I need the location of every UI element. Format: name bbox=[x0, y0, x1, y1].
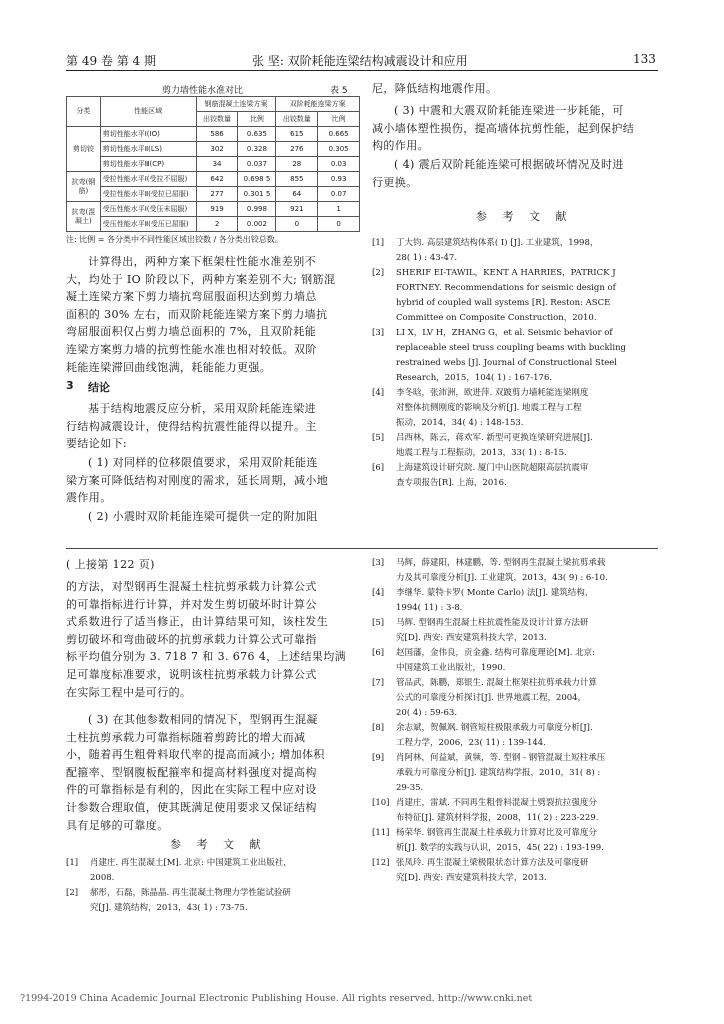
text-line: 基于结构地震反应分析，采用双阶耗能连梁进 bbox=[88, 402, 316, 415]
text-line: 耗能连梁滞回曲线饱满，耗能能力更强。 bbox=[66, 360, 272, 374]
reference-text: 余志斌，贺佩飒. 钢管短柱极限承载力可靠度分析[J]. 工程力学，2006，23( 11) : 139-144. bbox=[396, 723, 593, 748]
reference-item bbox=[372, 676, 658, 721]
table-cell-a-ratio: 0.301 5 bbox=[238, 187, 276, 202]
text-line: 行更换。 bbox=[372, 175, 418, 189]
reference-text: 马辉. 型钢再生混凝土柱抗震性能及设计计算方法研 究[D]. 西安: 西安建筑科技大学，2013. bbox=[396, 618, 589, 643]
text-line: 足可靠度标准要求，说明该柱抗剪承载力计算公式 bbox=[66, 667, 317, 681]
text-line: 梁方案可降低结构对刚度的需求，延长周期，减小地 bbox=[66, 473, 329, 487]
reference-item bbox=[372, 616, 658, 646]
continued-note bbox=[66, 556, 360, 574]
reference-item bbox=[372, 461, 658, 491]
table-cell-a-ratio: 0.635 bbox=[238, 127, 276, 142]
text-line: ( 2) 小震时双阶耗能连梁可提供一定的附加阻 bbox=[88, 510, 318, 523]
text-line: ( 1) 对同样的位移限值要求，采用双阶耗能连 bbox=[88, 456, 318, 469]
table-cell-b-count: 921 bbox=[276, 202, 318, 217]
text-line: 土柱抗剪承载力可靠指标随着剪跨比的增大而减 bbox=[66, 730, 306, 744]
text-line: 在实际工程中是可行的。 bbox=[66, 685, 192, 699]
table-cell-a-count: 642 bbox=[196, 172, 238, 187]
table-cell-a-count: 277 bbox=[196, 187, 238, 202]
text-line: 行结构减震设计，使得结构抗震性能得以提升。主 bbox=[66, 419, 317, 433]
table-row bbox=[67, 187, 360, 202]
text-line: ( 3) 在其他参数相同的情况下，型钢再生混凝 bbox=[88, 713, 318, 726]
reference-number: [1] bbox=[66, 858, 79, 868]
text-line: 尼，降低结构地震作用。 bbox=[372, 82, 498, 95]
table-cell-region: 受拉性能水平Ⅱ(受拉已屈服) bbox=[100, 187, 196, 202]
reference-item bbox=[372, 856, 658, 886]
tl-para-1 bbox=[66, 253, 360, 376]
reference-number: [12] bbox=[372, 858, 390, 868]
table-cell-region: 剪切性能水平Ⅲ(CP) bbox=[100, 157, 196, 172]
text-line: 面积的 30% 左右，而双阶耗能连梁方案下剪力墙抗 bbox=[66, 307, 328, 321]
text-line: 计参数合理取值，使其既满足使用要求又保证结构 bbox=[66, 800, 317, 814]
table-class-cell: 抗弯(混凝土) bbox=[67, 202, 101, 232]
reference-item bbox=[372, 431, 658, 461]
tl-para-4 bbox=[66, 508, 360, 526]
table-cell-a-count: 586 bbox=[196, 127, 238, 142]
reference-item bbox=[372, 556, 658, 586]
table-cell-region: 受压性能水平Ⅱ(受压已屈服) bbox=[100, 217, 196, 232]
table-cell-b-ratio: 0 bbox=[318, 217, 360, 232]
reference-number: [2] bbox=[372, 268, 385, 278]
reference-text: 杨荣华. 钢管再生混凝土柱承载力计算对比及可靠度分 析[J]. 数学的实践与认识，2015，45( 22) : 193-199. bbox=[396, 828, 604, 853]
th-count: 出铰数量 bbox=[276, 112, 318, 127]
bl-para-2 bbox=[66, 711, 360, 834]
journal-volume: 第 49 卷 第 4 期 bbox=[66, 54, 156, 68]
tl-para-2 bbox=[66, 400, 360, 453]
table-cell-a-ratio: 0.037 bbox=[238, 157, 276, 172]
reference-number: [9] bbox=[372, 753, 385, 763]
text-line: 凝土连梁方案下剪力墙抗弯屈服面积达到剪力墙总 bbox=[66, 290, 317, 304]
reference-item bbox=[372, 826, 658, 856]
reference-text: 上海建筑设计研究院. 厦门中山医院超限高层抗震审 查专项报告[R]. 上海，2016. bbox=[396, 463, 589, 488]
reference-number: [6] bbox=[372, 648, 385, 658]
text-line: 的可靠指标进行计算，并对发生剪切破坏时计算公 bbox=[66, 597, 317, 611]
reference-number: [3] bbox=[372, 328, 385, 338]
reference-list-bottom-left bbox=[66, 856, 360, 916]
text-line: 件的可靠指标是有利的，因此在实际工程中应对设 bbox=[66, 783, 317, 797]
table-cell-b-count: 0 bbox=[276, 217, 318, 232]
th-group-b: 双阶耗能连梁方案 bbox=[276, 97, 360, 112]
text-line: 的方法，对型钢再生混凝土柱抗剪承载力计算公式 bbox=[66, 580, 317, 593]
table-cell-a-ratio: 0.998 bbox=[238, 202, 276, 217]
reference-number: [2] bbox=[66, 888, 79, 898]
table-class-cell: 抗弯(钢筋) bbox=[67, 172, 101, 202]
reference-text: 肖阿林，何益斌，黄频，等. 型钢 - 钢管混凝土短柱承压 承载力可靠度分析[J]. 建筑结构学报，2010，31( 8) : 29-35. bbox=[396, 753, 606, 793]
tr-para-2 bbox=[372, 102, 658, 155]
table-row bbox=[67, 217, 360, 232]
table-cell-b-count: 64 bbox=[276, 187, 318, 202]
table-row bbox=[67, 157, 360, 172]
table-cell-b-ratio: 0.305 bbox=[318, 142, 360, 157]
reference-text: 张凤玲. 再生混凝土梁极限状态计算方法及可靠度研 究[D]. 西安: 西安建筑科技大学，2013. bbox=[396, 858, 589, 883]
text-line: 要结论如下: bbox=[66, 437, 128, 451]
th-ratio: 比例 bbox=[238, 112, 276, 127]
reference-item bbox=[372, 586, 658, 616]
reference-item bbox=[372, 646, 658, 676]
bl-para-1 bbox=[66, 578, 360, 701]
text-line: 标平均值分别为 3. 718 7 和 3. 676 4，上述结果均满 bbox=[66, 650, 347, 664]
reference-number: [1] bbox=[372, 238, 385, 248]
table-cell-b-count: 28 bbox=[276, 157, 318, 172]
table-cell-a-ratio: 0.328 bbox=[238, 142, 276, 157]
reference-text: 李继华. 蒙特卡罗( Monte Carlo) 法[J]. 建筑结构， 1994( 11) : 3-8. bbox=[396, 588, 594, 613]
text-line: 连梁方案剪力墙的抗剪性能水准也相对较低。双阶 bbox=[66, 342, 317, 356]
article-divider bbox=[66, 548, 658, 549]
section-number: 3 bbox=[66, 379, 74, 392]
table-cell-b-ratio: 0.07 bbox=[318, 187, 360, 202]
copyright-footer: ?1994-2019 China Academic Journal Electronic Publishing House. All rights reserved. http://www.cnki.net bbox=[20, 993, 533, 1004]
table-row bbox=[67, 172, 360, 187]
reference-number: [3] bbox=[372, 558, 385, 568]
text-line: 式系数进行了适当修正，由计算结果可知，该柱发生 bbox=[66, 615, 329, 629]
reference-text: 管品武，陈鹏，郑银生. 混凝土框架柱抗剪承载力计算 公式的可靠度分析探讨[J]. 世界地震工程，2004， 20( 4) : 59-63. bbox=[396, 678, 597, 718]
references-heading: 参 考 文 献 bbox=[476, 210, 573, 223]
reference-item bbox=[66, 856, 360, 886]
text-line: ( 上接第 122 页) bbox=[66, 558, 155, 571]
reference-list-bottom-right bbox=[372, 556, 658, 886]
reference-text: LI X，LV H，ZHANG G，et al. Seismic behavior of replaceable steel truss coupling beams with buckling restrained webs [J]. Journal of Constructional Steel Research，2015，104( 1) : 167-176. bbox=[396, 328, 626, 383]
table-cell-region: 受拉性能水平Ⅰ(受拉不屈服) bbox=[100, 172, 196, 187]
table-note: 注: 比例 = 各分类中不同性能区域出铰数 / 各分类出铰总数。 bbox=[66, 235, 283, 244]
reference-number: [11] bbox=[372, 828, 390, 838]
reference-item bbox=[372, 386, 658, 431]
reference-number: [7] bbox=[372, 678, 385, 688]
table-cell-region: 受压性能水平Ⅰ(受压未屈服) bbox=[100, 202, 196, 217]
table-cell-a-count: 34 bbox=[196, 157, 238, 172]
table-cell-b-count: 855 bbox=[276, 172, 318, 187]
table-class-cell: 剪切铰 bbox=[67, 127, 101, 172]
reference-text: SHERIF EI-TAWIL，KENT A HARRIES，PATRICK J FORTNEY. Recommendations for seismic design of hybrid of coupled wall systems [R]. Reston: ASCE Committee on Composite Construction，2010. bbox=[396, 268, 616, 323]
reference-number: [6] bbox=[372, 463, 385, 473]
reference-item bbox=[372, 796, 658, 826]
reference-number: [8] bbox=[372, 723, 385, 733]
text-line: 配箍率、型钢腹板配箍率和提高材料强度对提高构 bbox=[66, 765, 317, 779]
table-cell-b-count: 276 bbox=[276, 142, 318, 157]
table-cell-region: 剪切性能水平Ⅰ(IO) bbox=[100, 127, 196, 142]
reference-number: [5] bbox=[372, 433, 385, 443]
table-cell-b-ratio: 0.93 bbox=[318, 172, 360, 187]
reference-text: 吕西林，陈云，蒋欢军. 新型可更换连梁研究进展[J]. 地震工程与工程振动，2013，33( 1) : 8-15. bbox=[396, 433, 593, 458]
table-title: 剪力墙性能水准对比 bbox=[162, 86, 244, 96]
table-row bbox=[67, 202, 360, 217]
th-ratio: 比例 bbox=[318, 112, 360, 127]
table-cell-a-ratio: 0.002 bbox=[238, 217, 276, 232]
reference-item bbox=[372, 236, 658, 266]
table-cell-a-ratio: 0.698 5 bbox=[238, 172, 276, 187]
reference-number: [4] bbox=[372, 388, 385, 398]
table-cell-b-ratio: 0.665 bbox=[318, 127, 360, 142]
reference-item bbox=[372, 721, 658, 751]
reference-text: 郝彤，石磊，陈晶晶. 再生混凝土物理力学性能试验研 究[J]. 建筑结构，2013，43( 1) : 73-75. bbox=[90, 888, 291, 913]
reference-number: [4] bbox=[372, 588, 385, 598]
table-cell-region: 剪切性能水平Ⅱ(LS) bbox=[100, 142, 196, 157]
table-row bbox=[67, 142, 360, 157]
reference-item bbox=[66, 886, 360, 916]
table-cell-a-count: 302 bbox=[196, 142, 238, 157]
text-line: 震作用。 bbox=[66, 491, 112, 505]
th-class: 分类 bbox=[67, 97, 101, 127]
reference-text: 丁大钧. 高层建筑结构体系( Ⅰ) [J]. 工业建筑，1998， 28( 1) : 43-47. bbox=[396, 238, 599, 263]
performance-table bbox=[66, 96, 360, 232]
header-rule bbox=[66, 70, 658, 71]
th-count: 出铰数量 bbox=[196, 112, 238, 127]
table-row bbox=[67, 127, 360, 142]
reference-number: [10] bbox=[372, 798, 390, 808]
text-line: 小，随着再生粗骨料取代率的提高而减小; 增加体积 bbox=[66, 748, 325, 762]
text-line: 具有足够的可靠度。 bbox=[66, 818, 169, 832]
section-title: 结论 bbox=[88, 381, 110, 394]
reference-list-top bbox=[372, 236, 658, 491]
text-line: 构的作用。 bbox=[372, 139, 429, 153]
table-cell-a-count: 2 bbox=[196, 217, 238, 232]
reference-text: 肖建庄. 再生混凝土[M]. 北京: 中国建筑工业出版社， 2008. bbox=[90, 858, 292, 883]
reference-text: 马辉，薛建阳，林建鹏，等. 型钢再生混凝土梁抗剪承载 力及其可靠度分析[J]. 工业建筑，2013，43( 9) : 6-10. bbox=[396, 558, 608, 583]
reference-text: 李冬晗，张沛洲，欧进萍. 双跛剪力墙耗能连梁刚度 对整体抗侧刚度的影响及分析[J]. 地震工程与工程 振动，2014，34( 4) : 148-153. bbox=[396, 388, 589, 428]
text-line: ( 3) 中震和大震双阶耗能连梁进一步耗能，可 bbox=[394, 104, 624, 117]
reference-item bbox=[372, 326, 658, 386]
page-number: 133 bbox=[633, 52, 656, 66]
text-line: 计算得出，两种方案下框架柱性能水准差别不 bbox=[88, 255, 316, 268]
references-heading: 参 考 文 献 bbox=[170, 838, 267, 851]
reference-number: [5] bbox=[372, 618, 385, 628]
running-title: 张 坚: 双阶耗能连梁结构减震设计和应用 bbox=[252, 54, 468, 68]
reference-item bbox=[372, 266, 658, 326]
reference-text: 赵国藩，金伟良，贡金鑫. 结构可靠度理论[M]. 北京: 中国建筑工业出版社，1990. bbox=[396, 648, 596, 673]
text-line: ( 4) 震后双阶耗能连梁可根据破坏情况及时进 bbox=[394, 158, 624, 171]
text-line: 弯屈服面积仅占剪力墙总面积的 7%，且双阶耗能 bbox=[66, 325, 317, 339]
reference-item bbox=[372, 751, 658, 796]
table-cell-b-ratio: 0.03 bbox=[318, 157, 360, 172]
tl-para-3 bbox=[66, 454, 360, 507]
th-group-a: 钢筋混凝土连梁方案 bbox=[196, 97, 276, 112]
text-line: 剪切破坏和弯曲破坏的抗剪承载力计算公式可靠指 bbox=[66, 632, 317, 646]
table-cell-b-ratio: 1 bbox=[318, 202, 360, 217]
tr-para-3 bbox=[372, 156, 658, 191]
table-number: 表 5 bbox=[330, 86, 348, 96]
th-region: 性能区域 bbox=[100, 97, 196, 127]
text-line: 大，均处于 IO 阶段以下，两种方案差别不大; 钢筋混 bbox=[66, 272, 336, 286]
table-cell-a-count: 919 bbox=[196, 202, 238, 217]
tr-para-1 bbox=[372, 80, 658, 98]
reference-text: 肖建庄，雷斌. 不同再生粗骨料混凝土劈裂抗拉强度分 布特征[J]. 建筑材料学报，2008，11( 2) : 223-229. bbox=[396, 798, 599, 823]
text-line: 减小墙体塑性损伤，提高墙体抗剪性能，起到保护结 bbox=[372, 121, 635, 135]
table-cell-b-count: 615 bbox=[276, 127, 318, 142]
